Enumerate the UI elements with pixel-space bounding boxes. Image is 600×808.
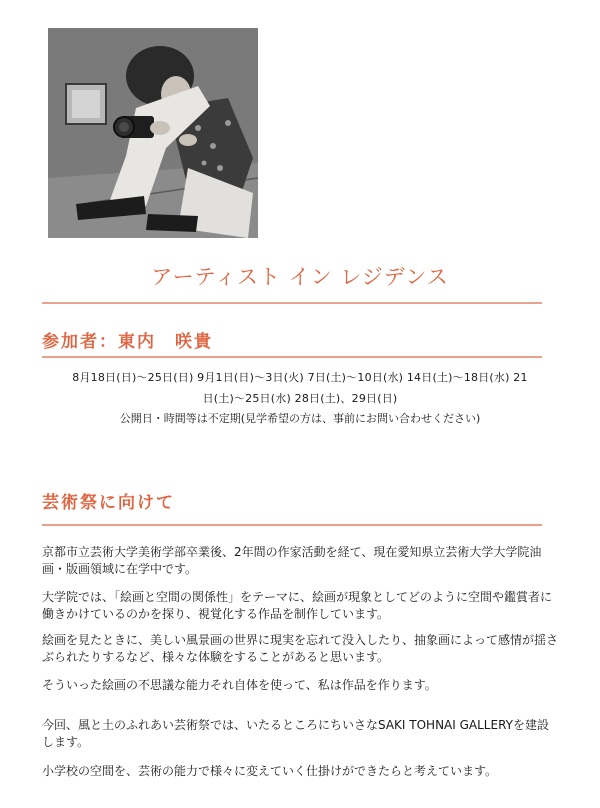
paragraph-graduate-study: 大学院では、「絵画と空間の関係性」をテーマに、絵画が現象としてどのように空間や鑑賞者に働きかけているのかを探り、視覚化する作品を制作しています。 (42, 590, 553, 621)
dates-line-2: 日(土)～25日(水) 28日(土)、29日(日) (202, 392, 398, 405)
title-divider (42, 302, 542, 304)
dates-line-1: 8月18日(日)～25日(日) 9月1日(日)～3日(火) 7日(土)～10日(水) 14日(土)～18日(水) 21 (72, 371, 528, 384)
participant-heading: 参加者：東内 咲貴 (42, 332, 213, 352)
paragraph-painting-experience: 絵画を見たときに、美しい風景画の世界に現実を忘れて没入したり、抽象画によって感情が揺さぶられたりするなど、様々な体験をすることがあると思います。 (42, 633, 559, 664)
paragraph-background: 京都市立芸術大学美術学部卒業後、2年間の作家活動を経て、現在愛知県立芸術大学大学院油画・版画領域に在学中です。 (42, 545, 542, 576)
paragraph-painting-ability: そういった絵画の不思議な能力それ自体を使って、私は作品を作ります。 (42, 678, 437, 692)
artist-photo-illustration (48, 28, 258, 238)
open-days-notice: 公開日・時間等は不定期(見学希望の方は、事前にお問い合わせください) (119, 412, 481, 425)
participant-divider (42, 356, 542, 358)
page-title: アーティスト イン レジデンス (151, 265, 449, 289)
residency-dates (38, 367, 562, 409)
artist-photo (48, 28, 258, 238)
festival-divider (42, 524, 542, 526)
paragraph-gallery-plan: 今回、風と土のふれあい芸術祭では、いたるところにちいさなSAKI TOHNAI GALLERYを建設します。 (42, 718, 549, 749)
festival-heading: 芸術祭に向けて (42, 493, 175, 513)
paragraph-school-space: 小学校の空間を、芸術の能力で様々に変えていく仕掛けができたらと考えています。 (42, 764, 498, 778)
